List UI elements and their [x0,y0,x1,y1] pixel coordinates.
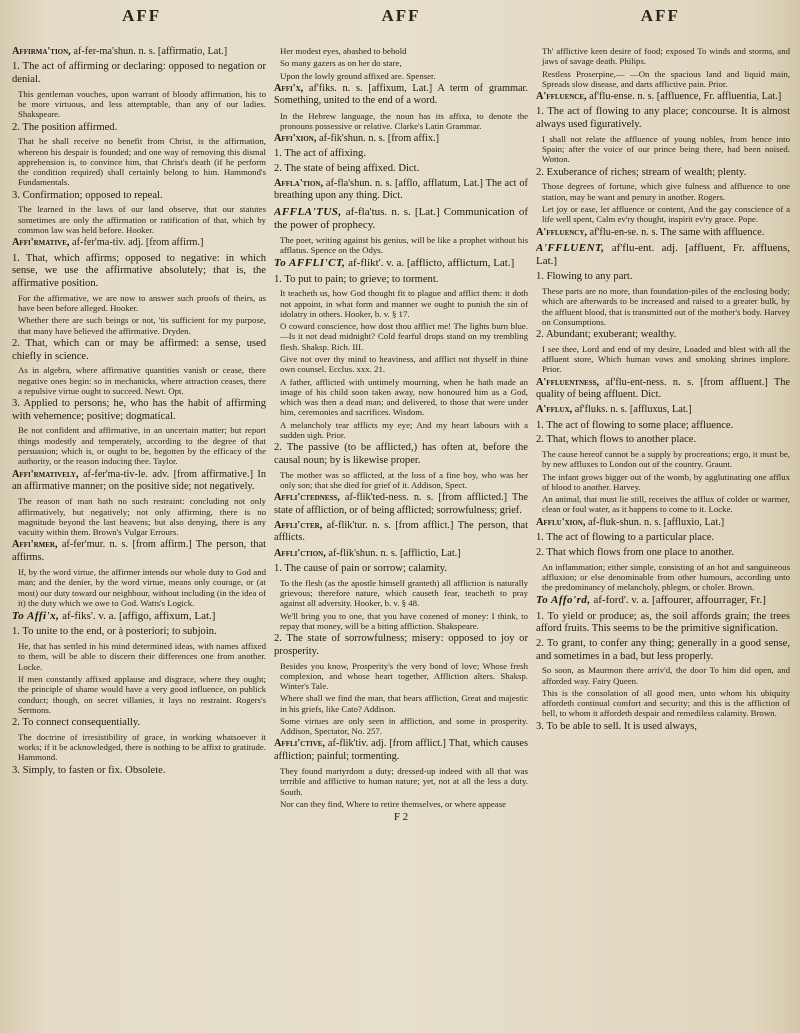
headword: To Affi'x, [12,610,60,623]
quotation: Th' afflictive keen desire of food; exposed To winds and storms, and jaws of savage death. Philips. [542,46,790,67]
sense-definition: 2. Abundant; exuberant; wealthy. [536,329,677,341]
headword: To AFFLI'CT, [274,257,346,270]
entry-text: af-ford'. v. a. [affourer, affourrager, Fr.] [590,594,766,607]
dictionary-entry [536,404,790,416]
column-right [536,46,790,1031]
quotation: Restless Proserpine,— —On the spacious land and liquid main, Spreads slow disease, and darts afflictive pain. Prior. [542,68,790,89]
dictionary-entry [274,83,528,108]
quotation: That he shall receive no benefit from Christ, is the affirmation, whereon his despair is founded; and one way of removing this dismal apprehension is, to convince him, that Christ's death (if he perform the condition required) shall certainly belong to him. Hammond's Fundamentals. [18,136,266,188]
dictionary-entry [12,46,266,58]
sense-definition: 2. That, which flows to another place. [536,434,697,446]
entry-text: af'flu-en-se. n. s. The same with affluence. [586,226,765,238]
sense-definition: 1. The cause of pain or sorrow; calamity. [274,562,447,574]
quotation: For the affirmative, we are now to answer such proofs of theirs, as have been before alleged. Hooker. [18,292,266,313]
quotation: I shall not relate the affluence of young nobles, from hence into Spain; after the voice of our prince being there, had been noised. Wotton. [542,133,790,165]
headword: Affi'rmatively, [12,468,79,480]
dictionary-entry [536,227,790,239]
entry-text: af-fla'tus. n. s. [Lat.] Communication of the power of prophecy. [274,205,528,231]
quotation: Whether there are such beings or not, 'tis sufficient for my purpose, that many have believed the affirmative. Dryden. [18,315,266,336]
entry-text: af-flik'ted-ness. n. s. [from afflicted.] The state of affliction, or of being afflicted; sorrowfulness; grief. [274,492,528,516]
sense-definition: 2. To connect consequentially. [12,717,141,729]
quotation: This is the consolation of all good men, unto whom his ubiquity affordeth continual comfort and security; and this is the affliction of hell, to whom it affordeth despair and remediless calamity. Brown. [542,687,790,719]
quotation: O coward conscience, how dost thou afflict me! The lights burn blue.—Is it not dead midnight? Cold fearful drops stand on my trembling flesh. Shaksp. Rich. III. [280,321,528,352]
quotation: He, that has settled in his mind determined ideas, with names affixed to them, will be able to discern their differences one from another. Locke. [18,641,266,672]
quotation: Her modest eyes, abashed to behold [280,46,407,56]
sense-definition: 1. To unite to the end, or à posteriori; to subjoin. [12,626,217,638]
signature-mark: F 2 [393,811,409,824]
sense-definition: 1. The act of flowing to any place; concourse. It is almost always used figuratively. [536,106,790,131]
sense-definition: 2. Exuberance of riches; stream of wealth; plenty. [536,166,747,178]
quotation: So soon, as Maurmon there arriv'd, the door To him did open, and afforded way. Fairy Queen. [542,665,790,686]
sense-definition: 3. Applied to persons; he, who has the habit of affirming with vehemence; positive; dogmatical. [12,398,266,422]
column-middle [274,46,528,1031]
headword: Affi'rmer, [12,539,58,551]
sense-definition: 2. That, which can or may be affirmed: a sense, used chiefly in science. [12,337,266,362]
sense-definition: 1. The act of affixing. [274,148,366,160]
quotation: A melancholy tear afflicts my eye; And my heart labours with a sudden sigh. Prior. [280,419,528,441]
entry-text: af'fluks. n. s. [affluxus, Lat.] [572,404,692,416]
quotation: Upon the lowly ground affixed are. Spenser. [280,70,436,81]
entry-text: af'flu-ense. n. s. [affluence, Fr. affluentia, Lat.] [586,91,782,103]
entry-text: af'flu-ent. adj. [affluent, Fr. affluens, Lat.] [536,241,790,268]
sense-definition: 2. That which flows from one place to another. [536,546,735,558]
quotation: Be not confident and affirmative, in an uncertain matter; but report things modestly and temperately, according to the degree of that persuasion; which is, or ought to be, begotten by the efficacy of the authority, or the reason inducing thee. Taylor. [18,425,266,467]
headword: Affi'xion, [274,133,317,145]
entry-text: af'flu-ent-ness. n. s. [from affluent.] The quality of being affluent. Dict. [536,376,790,400]
sense-definition: 1. The act of flowing to a particular place. [536,532,715,544]
quotation: Those degrees of fortune, which give fulness and affluence to one station, may be want and penury in another. Rogers. [542,181,790,202]
headword: To Affo'rd, [536,594,591,607]
dictionary-entry [274,738,528,763]
running-header-right: AFF [640,6,680,25]
dictionary-entry [536,91,790,103]
dictionary-entry [274,520,528,545]
quotation: The poet, writing against his genius, will be like a prophet without his afflatus. Spence on the Odys. [280,234,528,256]
quotation: The learned in the laws of our land observe, that our statutes sometimes are only the affirmation or ratification of that, which by common law was held before. Hooker. [18,204,266,235]
quotation: The mother was so afflicted, at the loss of a fine boy, who was her only son; that she died for grief of it. Addison, Spect. [280,469,528,490]
quotation: It teacheth us, how God thought fit to plague and afflict them: it doth not appoint, in what form and manner we ought to punish the sin of idolatry in others. Hooker, b. v. § 17. [280,288,528,319]
quotation: An animal, that must lie still, receives the afflux of colder or warmer, clean or foul water, as it happens to come to it. Locke. [542,494,790,515]
dictionary-entry [274,178,528,203]
quotation: The infant grows bigger out of the womb, by agglutinating one afflux of blood to another. Harvey. [542,471,790,492]
headword: Afflu'xion, [536,516,586,528]
quotation: Some virtues are only seen in affliction, and some in prosperity. Addison, Spectator, No. 257. [280,715,528,737]
sense-definition: 1. To put to pain; to grieve; to torment. [274,273,439,285]
headword: Affli'ctive, [274,738,325,750]
quotation: The doctrine of irresistibility of grace, in working whatsoever it works; if it be acknowledged, there is nothing to be affixt to gratitude. Hammond. [18,731,266,763]
entry-text: af-flikt'. v. a. [afflicto, afflictum, Lat.] [345,257,515,270]
dictionary-entry [536,242,790,268]
headword: Affli'ction, [274,547,326,559]
sense-definition: 3. Confirmation; opposed to repeal. [12,189,163,201]
entry-text: af'fiks. n. s. [affixum, Lat.] A term of grammar. Something, united to the end of a word. [274,82,528,107]
text-columns [12,46,790,1031]
dictionary-entry [274,257,528,270]
sense-definition: 2. The position affirmed. [12,121,118,133]
entry-text: af-fla'shun. n. s. [afflo, afflatum, Lat.] The act of breathing upon any thing. Dict. [274,177,528,202]
sense-definition: 2. To grant, to confer any thing; generally in a good sense, and sometimes in a bad, but less properly. [536,637,790,662]
entry-text: af-flik'tiv. adj. [from afflict.] That, which causes affliction; painful; tormenting. [274,738,528,762]
quotation: The cause hereof cannot be a supply by procreations; ergo, it must be, by new affluxes to London out of the country. Graunt. [542,449,790,470]
quotation: So many gazers as on her do stare, [280,58,402,69]
headword: A'ffluentness, [536,376,600,388]
quotation: These parts are no more, than foundation-piles of the enclosing body; which are afterwards to be increased and raised to a greater bulk, by the affluent blood, that is transmitted out of the mother's body. Harvey on Consumptions. [542,285,790,327]
dictionary-entry [12,469,266,494]
dictionary-entry [12,539,266,564]
entry-text: af-fluk-shun. n. s. [affluxio, Lat.] [585,516,725,528]
quotation: If men constantly affixed applause and disgrace, where they ought; the principle of shame would have a very good influence, on publick conduct; though, on secret villanies, it lays no restraint. Rogers's Sermons. [18,673,266,715]
sense-definition: 1. The act of affirming or declaring: opposed to negation or denial. [12,61,266,86]
dictionary-entry [536,517,790,529]
sense-definition: 1. The act of flowing to some place; affluence. [536,419,734,431]
dictionary-entry [274,548,528,560]
dictionary-entry [12,237,266,249]
sense-definition: 2. The state of being affixed. Dict. [274,163,420,175]
headword: Affla'tion, [274,177,324,189]
headword: Affi'x, [274,82,304,94]
entry-text: af-fiks'. v. a. [affigo, affixum, Lat.] [59,610,216,623]
headword: Affli'cter, [274,519,323,531]
entry-text: af-fer'ma-tiv-le. adv. [from affirmative.] In an affirmative manner; on the positive side; not negatively. [12,468,266,492]
sense-definition: 2. The passive (to be afflicted,) has often at, before the causal noun; by is likewise proper. [274,442,528,466]
entry-text: af-flik'tur. n. s. [from afflict.] The person, that afflicts. [274,519,528,544]
quotation: Where shall we find the man, that bears affliction, Great and majestic in his griefs, like Cato? Addison. [280,693,528,714]
dictionary-entry [274,133,528,145]
sense-definition: 1. Flowing to any part. [536,271,633,283]
headword: Affirma'tion, [12,46,71,57]
headword: A'FFLUENT, [536,241,605,254]
dictionary-entry [274,206,528,232]
headword: Affli'ctedness, [274,492,340,504]
quotation: The reason of man hath no such restraint: concluding not only affirmatively, but negatively; not only affirming, there is no magnitude beyond the last heavens; but also denying, there is any vacuity within them. Brown's Vulgar Errours. [18,496,266,538]
entry-text: af-flik'shun. n. s. [afflictio, Lat.] [325,547,461,559]
dictionary-entry [536,377,790,402]
sense-definition: 3. Simply, to fasten or fix. Obsolete. [12,764,166,776]
quotation: We'll bring you to one, that you have cozened of money: I think, to repay that money, will be a biting affliction. Shakspeare. [280,610,528,631]
entry-text: af-fer'mur. n. s. [from affirm.] The person, that affirms. [12,539,266,563]
quotation: Besides you know, Prosperity's the very bond of love; Whose fresh complexion, and whose heart together, Affliction alters. Shaksp. Winter's Tale. [280,660,528,692]
entry-text: af-fer'ma-tiv. adj. [from affirm.] [69,237,204,249]
column-left [12,46,266,1031]
headword: A'fflux, [536,404,573,416]
sense-definition: 2. The state of sorrowfulness; misery: opposed to joy or prosperity. [274,633,528,657]
running-header-left: AFF [122,6,162,25]
dictionary-entry [12,610,266,623]
entry-text: af-fik'shun. n. s. [from affix.] [316,133,440,145]
headword: A'ffluency, [536,226,587,238]
quotation: If, by the word virtue, the affirmer intends our whole duty to God and man; and the denier, by the word virtue, means only courage, or (at most) our duty toward our neighbour, without including (in the idea of it) the duty which we owe to God. Watts's Logick. [18,567,266,608]
quotation: To the flesh (as the apostle himself granteth) all affliction is naturally grievous; therefore nature, which causeth fear, teacheth to pray against all adversity. Hooker, b. v. § 48. [280,577,528,609]
quotation: Let joy or ease, let affluence or content, And the gay conscience of a life well spent, Calm ev'ry thought, inspirit ev'ry grace. Pope. [542,203,790,225]
running-header-center: AFF [381,6,421,25]
dictionary-entry [274,492,528,517]
quotation: I see thee, Lord and end of my desire, Loaded and blest with all the affluent store, Which human vows and smoking shrines implore. Prior. [542,343,790,375]
sense-definition: 1. That, which affirms; opposed to negative: in which sense, we use the affirmative absolutely; that is, the affirmative position. [12,252,266,289]
quotation: Give not over thy mind to heaviness, and afflict not thyself in thine own counsel. Ecclus. xxx. 21. [280,354,528,375]
headword: A'ffluence, [536,91,587,103]
dictionary-entry [536,594,790,607]
quotation: This gentleman vouches, upon warrant of bloody affirmation, his to be more virtuous, and less attemptable, than any of our ladies. Shakspeare. [18,88,266,120]
sense-definition: 1. To yield or produce; as, the soil affords grain; the trees afford fruits. This seems to be the primitive signification. [536,610,790,635]
headword: AFFLA'TUS, [274,205,342,218]
quotation: They found martyrdom a duty; dressed-up indeed with all that was terrible and afflictive to human nature; yet, not at all the less a duty. South. [280,766,528,797]
sense-definition: 3. To be able to sell. It is used always, [536,720,697,732]
quotation: In the Hebrew language, the noun has its affixa, to denote the pronouns possessive or relative. Clarke's Latin Grammar. [280,110,528,131]
entry-text: af-fer-ma'shun. n. s. [affirmatio, Lat.] [70,46,228,57]
running-headers [12,6,790,46]
headword: Affi'rmative, [12,237,70,249]
quotation: A father, afflicted with untimely mourning, when he hath made an image of his child soon taken away, now honoured him as a God, which was then a dead man; and delivered, to those that were under him, ceremonies and sacrifices. Wisdom. [280,376,528,418]
quotation: Nor can they find, Where to retire themselves, or where appease [280,799,507,809]
quotation: As in algebra, where affirmative quantities vanish or cease, there negative ones begin: so in mechanicks, where attraction ceases, there a repulsive virtue ought to succeed. Newt. Opt. [18,365,266,396]
quotation: An inflammation; either simple, consisting of an hot and sanguineous affluxion; or else denominable from other humours, according unto the predominancy of melancholy, phlegm, or choler. Brown. [542,561,790,593]
